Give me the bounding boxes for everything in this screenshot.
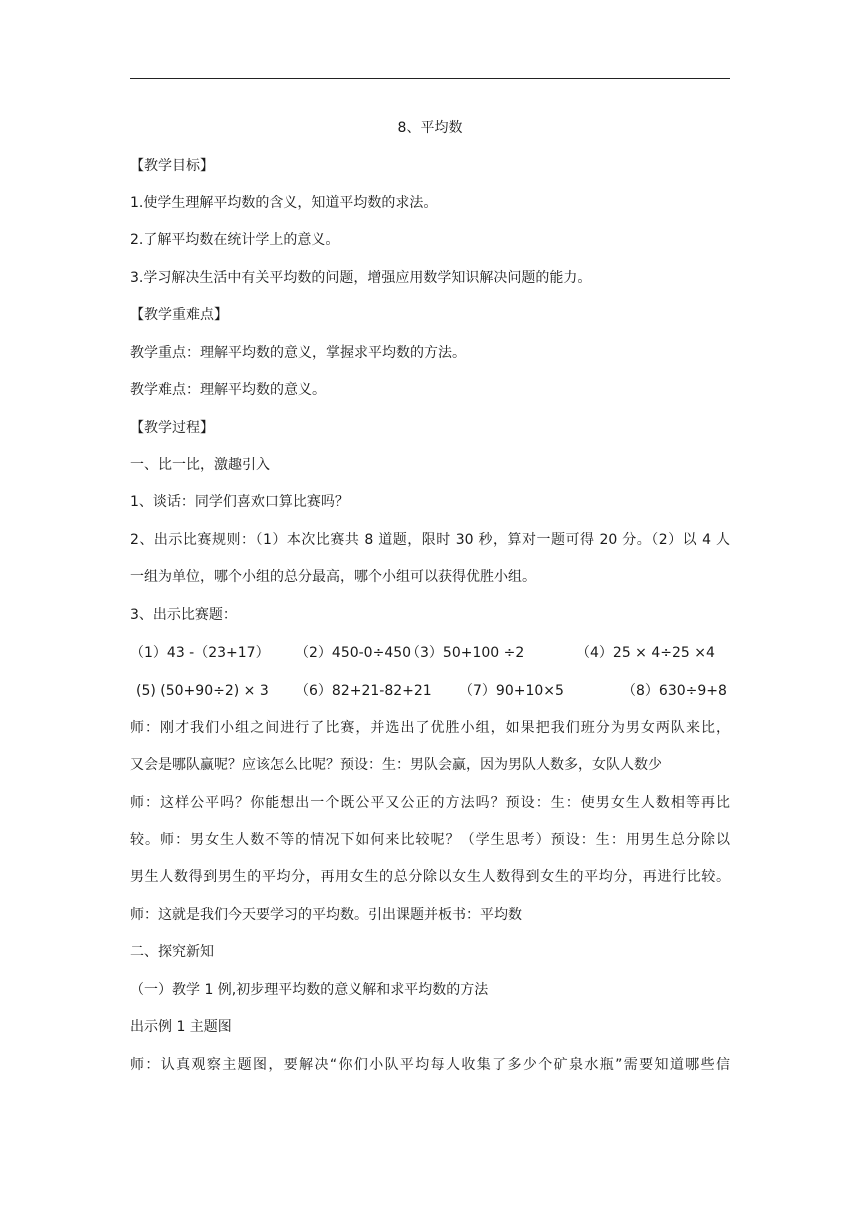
objective-item: 1.使学生理解平均数的含义，知道平均数的求法。 [130, 195, 438, 211]
paragraph-line: 出示例 1 主题图 [130, 1019, 232, 1035]
sub-heading: （一）教学 1 例,初步理平均数的意义解和求平均数的方法 [130, 982, 489, 998]
paragraph-line: 3、出示比赛题： [130, 607, 237, 623]
expression-row [130, 680, 730, 702]
paragraph-line: 男生人数得到男生的平均分，再用女生的总分除以女生人数得到女生的平均分，再进行比较。 [130, 869, 730, 885]
difficult-point: 教学难点：理解平均数的意义。 [130, 382, 326, 398]
part-heading: 二、探究新知 [130, 944, 214, 960]
expression: （2）450-0÷450 [295, 645, 412, 661]
expression: （1）43 -（23+17） [130, 645, 270, 661]
expression: （3）50+100 ÷2 [406, 645, 525, 661]
expression: （8）630÷9+8 [622, 683, 727, 699]
expression: （4）25 × 4÷25 ×4 [576, 645, 715, 661]
paragraph-line: 师：这就是我们今天要学习的平均数。引出课题并板书：平均数 [130, 907, 522, 923]
paragraph-line: 2、出示比赛规则：（1）本次比赛共 8 道题，限时 30 秒，算对一题可得 20 分。（2）以 4 人 [130, 532, 730, 548]
expression-row [130, 642, 730, 664]
expression: (5) (50+90÷2) × 3 [136, 683, 269, 699]
expression: （7）90+10×5 [459, 683, 564, 699]
expression: （6）82+21-82+21 [295, 683, 432, 699]
paragraph-line: 一组为单位，哪个小组的总分最高，哪个小组可以获得优胜小组。 [130, 569, 536, 585]
key-point: 教学重点：理解平均数的意义，掌握求平均数的方法。 [130, 345, 466, 361]
section-heading-process: 【教学过程】 [130, 420, 214, 436]
part-heading: 一、比一比，激趣引入 [130, 457, 270, 473]
section-heading-keypoints: 【教学重难点】 [130, 307, 228, 323]
lesson-title: 8、平均数 [397, 120, 463, 136]
objective-item: 3.学习解决生活中有关平均数的问题，增强应用数学知识解决问题的能力。 [130, 270, 592, 286]
paragraph-line: 1、谈话：同学们喜欢口算比赛吗？ [130, 494, 349, 510]
objective-item: 2.了解平均数在统计学上的意义。 [130, 232, 340, 248]
paragraph-line: 师：这样公平吗？你能想出一个既公平又公正的方法吗？预设：生：使男女生人数相等再比 [130, 795, 730, 811]
paragraph-line: 师：刚才我们小组之间进行了比赛，并选出了优胜小组，如果把我们班分为男女两队来比， [130, 720, 730, 736]
paragraph-line: 又会是哪队赢呢？应该怎么比呢？预设：生：男队会赢，因为男队人数多，女队人数少 [130, 757, 662, 773]
paragraph-line: 较。师：男女生人数不等的情况下如何来比较呢？（学生思考）预设：生：用男生总分除以 [130, 832, 730, 848]
section-heading-objectives: 【教学目标】 [130, 158, 214, 174]
header-rule [130, 78, 730, 79]
paragraph-line: 师：认真观察主题图，要解决“你们小队平均每人收集了多少个矿泉水瓶”需要知道哪些信 [130, 1057, 730, 1073]
